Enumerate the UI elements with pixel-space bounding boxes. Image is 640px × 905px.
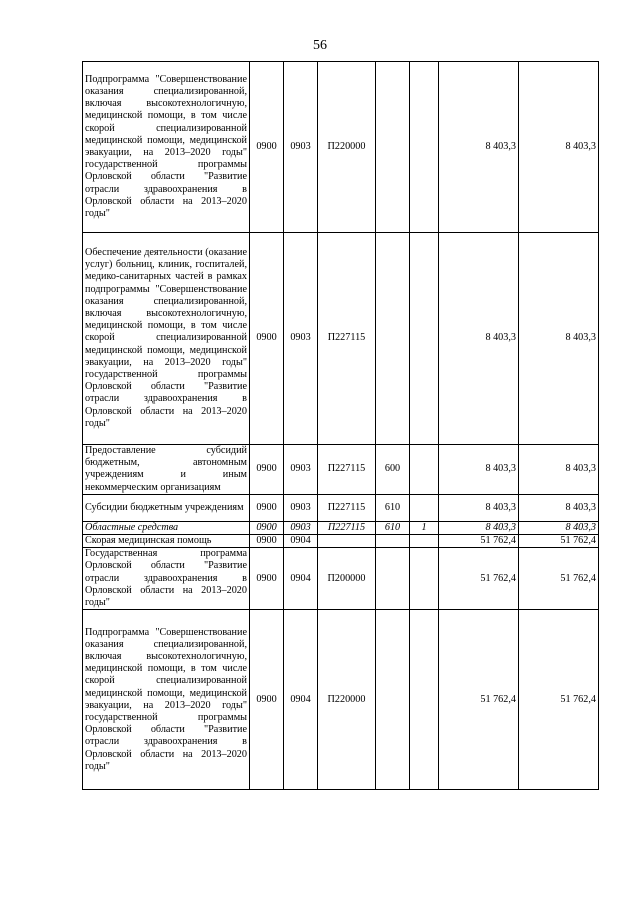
- code-source: [410, 62, 439, 233]
- code-section: 0903: [284, 521, 318, 534]
- code-chapter: 0900: [250, 494, 284, 521]
- code-source: [410, 535, 439, 548]
- table-row: [83, 62, 599, 233]
- code-expense-type: [376, 535, 410, 548]
- amount-plan: 8 403,3: [439, 521, 519, 534]
- table-row: [83, 494, 599, 521]
- code-chapter: 0900: [250, 521, 284, 534]
- code-section: 0904: [284, 535, 318, 548]
- code-section: 0903: [284, 62, 318, 233]
- table-row: [83, 445, 599, 495]
- code-chapter: 0900: [250, 610, 284, 790]
- code-chapter: 0900: [250, 62, 284, 233]
- row-description: Государственная программа Орловской области "Развитие отрасли здравоохранения в Орловской области на 2013–2020 годы": [83, 548, 250, 610]
- code-target-article: П227115: [318, 494, 376, 521]
- code-target-article: П227115: [318, 521, 376, 534]
- amount-plan: 8 403,3: [439, 445, 519, 495]
- code-expense-type: 610: [376, 494, 410, 521]
- table-row: [83, 610, 599, 790]
- row-description: Областные средства: [83, 521, 250, 534]
- code-source: [410, 548, 439, 610]
- code-source: [410, 445, 439, 495]
- code-target-article: П227115: [318, 233, 376, 445]
- code-expense-type: [376, 62, 410, 233]
- code-section: 0903: [284, 233, 318, 445]
- code-section: 0904: [284, 548, 318, 610]
- row-description: Подпрограмма "Совершенствование оказания специализированной, включая высокотехнологичную, медицинской помощи, в том числе скорой специализированной медицинской помощи, медицинской эвакуации, на 2013–2020 годы" государственной программы Орловской области "Развитие отрасли здравоохранения в Орловской области на 2013–2020 годы": [83, 610, 250, 790]
- code-chapter: 0900: [250, 548, 284, 610]
- amount-total: 8 403,3: [519, 494, 599, 521]
- code-source: [410, 494, 439, 521]
- amount-plan: 8 403,3: [439, 494, 519, 521]
- code-target-article: П227115: [318, 445, 376, 495]
- table-row: [83, 535, 599, 548]
- row-description: Обеспечение деятельности (оказание услуг) больниц, клиник, госпиталей, медико-санитарных частей в рамках подпрограммы "Совершенствование оказания специализированной, включая высокотехнологичную, медицинской помощи, в том числе скорой специализированной медицинской помощи, медицинской эвакуации, на 2013–2020 годы" государственной программы Орловской области "Развитие отрасли здравоохранения в Орловской области на 2013–2020 годы": [83, 233, 250, 445]
- table-body: [83, 62, 599, 790]
- code-chapter: 0900: [250, 233, 284, 445]
- amount-plan: 8 403,3: [439, 62, 519, 233]
- amount-total: 8 403,3: [519, 233, 599, 445]
- amount-total: 51 762,4: [519, 610, 599, 790]
- code-target-article: П200000: [318, 548, 376, 610]
- row-description: Предоставление субсидий бюджетным, автономным учреждениям и иным некоммерческим организациям: [83, 445, 250, 495]
- code-chapter: 0900: [250, 445, 284, 495]
- code-expense-type: [376, 610, 410, 790]
- code-section: 0904: [284, 610, 318, 790]
- code-expense-type: [376, 548, 410, 610]
- amount-total: 8 403,3: [519, 521, 599, 534]
- code-source: [410, 610, 439, 790]
- code-target-article: П220000: [318, 610, 376, 790]
- row-description: Подпрограмма "Совершенствование оказания специализированной, включая высокотехнологичную, медицинской помощи, в том числе скорой специализированной медицинской помощи, медицинской эвакуации, на 2013–2020 годы" государственной программы Орловской области "Развитие отрасли здравоохранения в Орловской области на 2013–2020 годы": [83, 62, 250, 233]
- amount-plan: 51 762,4: [439, 548, 519, 610]
- budget-table: [82, 61, 599, 790]
- table-row: [83, 548, 599, 610]
- table-row: [83, 233, 599, 445]
- table-row: [83, 521, 599, 534]
- amount-plan: 51 762,4: [439, 535, 519, 548]
- row-description: Субсидии бюджетным учреждениям: [83, 494, 250, 521]
- code-target-article: [318, 535, 376, 548]
- code-source: [410, 233, 439, 445]
- amount-total: 51 762,4: [519, 535, 599, 548]
- page-number: 56: [313, 38, 327, 53]
- code-source: 1: [410, 521, 439, 534]
- amount-total: 8 403,3: [519, 445, 599, 495]
- amount-plan: 51 762,4: [439, 610, 519, 790]
- code-expense-type: 600: [376, 445, 410, 495]
- code-chapter: 0900: [250, 535, 284, 548]
- amount-total: 51 762,4: [519, 548, 599, 610]
- code-expense-type: [376, 233, 410, 445]
- row-description: Скорая медицинская помощь: [83, 535, 250, 548]
- code-section: 0903: [284, 445, 318, 495]
- amount-plan: 8 403,3: [439, 233, 519, 445]
- code-expense-type: 610: [376, 521, 410, 534]
- code-target-article: П220000: [318, 62, 376, 233]
- amount-total: 8 403,3: [519, 62, 599, 233]
- code-section: 0903: [284, 494, 318, 521]
